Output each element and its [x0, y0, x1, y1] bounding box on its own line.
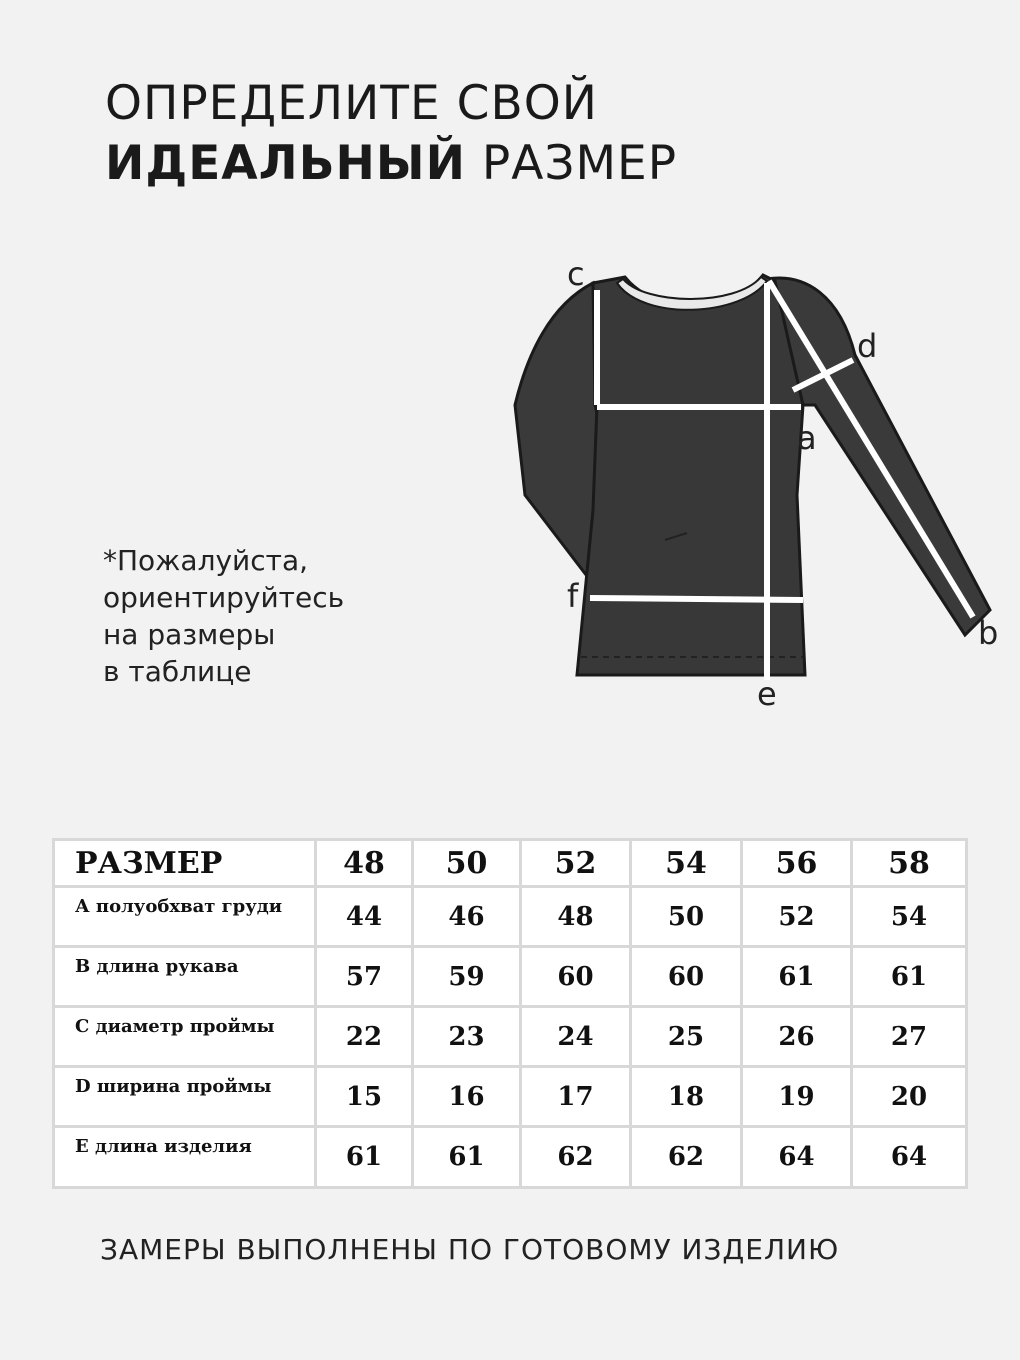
size-header-cell: 50: [414, 838, 522, 888]
table-row: [52, 1068, 968, 1128]
table-cell: 57: [317, 948, 414, 1008]
table-cell: 23: [414, 1008, 522, 1068]
note-line: на размеры: [103, 618, 276, 651]
table-row: [52, 948, 968, 1008]
table-cell: 15: [317, 1068, 414, 1128]
table-cell: 48: [522, 888, 632, 948]
table-cell: 52: [743, 888, 853, 948]
table-cell: 50: [632, 888, 743, 948]
page-title-line-2: [105, 136, 677, 191]
note-line: ориентируйтесь: [103, 581, 345, 614]
page-title-line-1: ОПРЕДЕЛИТЕ СВОЙ: [105, 76, 598, 131]
measure-line-f: [590, 598, 803, 600]
label-a: a: [797, 419, 817, 457]
table-cell: 19: [743, 1068, 853, 1128]
table-cell: 17: [522, 1068, 632, 1128]
page-title-bold-word: ИДЕАЛЬНЫЙ: [105, 136, 466, 191]
row-label: B длина рукава: [52, 948, 317, 1008]
table-cell: 26: [743, 1008, 853, 1068]
label-f: f: [567, 577, 579, 615]
row-label: С диаметр проймы: [52, 1008, 317, 1068]
table-cell: 61: [414, 1128, 522, 1189]
size-table: [52, 838, 968, 1189]
table-cell: 44: [317, 888, 414, 948]
table-cell: 20: [853, 1068, 968, 1128]
table-cell: 22: [317, 1008, 414, 1068]
table-cell: 61: [743, 948, 853, 1008]
label-e: e: [757, 675, 777, 713]
table-cell: 54: [853, 888, 968, 948]
size-header-cell: 58: [853, 838, 968, 888]
table-cell: 62: [522, 1128, 632, 1189]
label-b: b: [978, 614, 999, 652]
footer-note: ЗАМЕРЫ ВЫПОЛНЕНЫ ПО ГОТОВОМУ ИЗДЕЛИЮ: [100, 1233, 840, 1266]
table-cell: 60: [632, 948, 743, 1008]
label-c: c: [567, 255, 585, 293]
label-d: d: [857, 327, 878, 365]
note-line: в таблице: [103, 655, 252, 688]
table-cell: 64: [853, 1128, 968, 1189]
table-cell: 16: [414, 1068, 522, 1128]
size-header-label: РАЗМЕР: [52, 838, 317, 888]
table-cell: 18: [632, 1068, 743, 1128]
shirt-body: [577, 275, 805, 675]
table-cell: 62: [632, 1128, 743, 1189]
table-cell: 61: [317, 1128, 414, 1189]
page-title-rest: РАЗМЕР: [481, 136, 678, 191]
table-cell: 27: [853, 1008, 968, 1068]
table-cell: 59: [414, 948, 522, 1008]
note-line: *Пожалуйста,: [103, 544, 308, 577]
table-cell: 25: [632, 1008, 743, 1068]
size-header-cell: 56: [743, 838, 853, 888]
table-cell: 24: [522, 1008, 632, 1068]
table-cell: 46: [414, 888, 522, 948]
size-header-cell: 52: [522, 838, 632, 888]
table-row: [52, 1008, 968, 1068]
table-row: [52, 888, 968, 948]
table-row: [52, 1128, 968, 1189]
table-cell: 64: [743, 1128, 853, 1189]
table-header-row: [52, 838, 968, 888]
size-header-cell: 48: [317, 838, 414, 888]
row-label: Е длина изделия: [52, 1128, 317, 1189]
row-label: D ширина проймы: [52, 1068, 317, 1128]
size-header-cell: 54: [632, 838, 743, 888]
size-note: [103, 542, 344, 690]
shirt-measurement-diagram: [505, 255, 1015, 715]
table-cell: 60: [522, 948, 632, 1008]
row-label: А полуобхват груди: [52, 888, 317, 948]
table-cell: 61: [853, 948, 968, 1008]
